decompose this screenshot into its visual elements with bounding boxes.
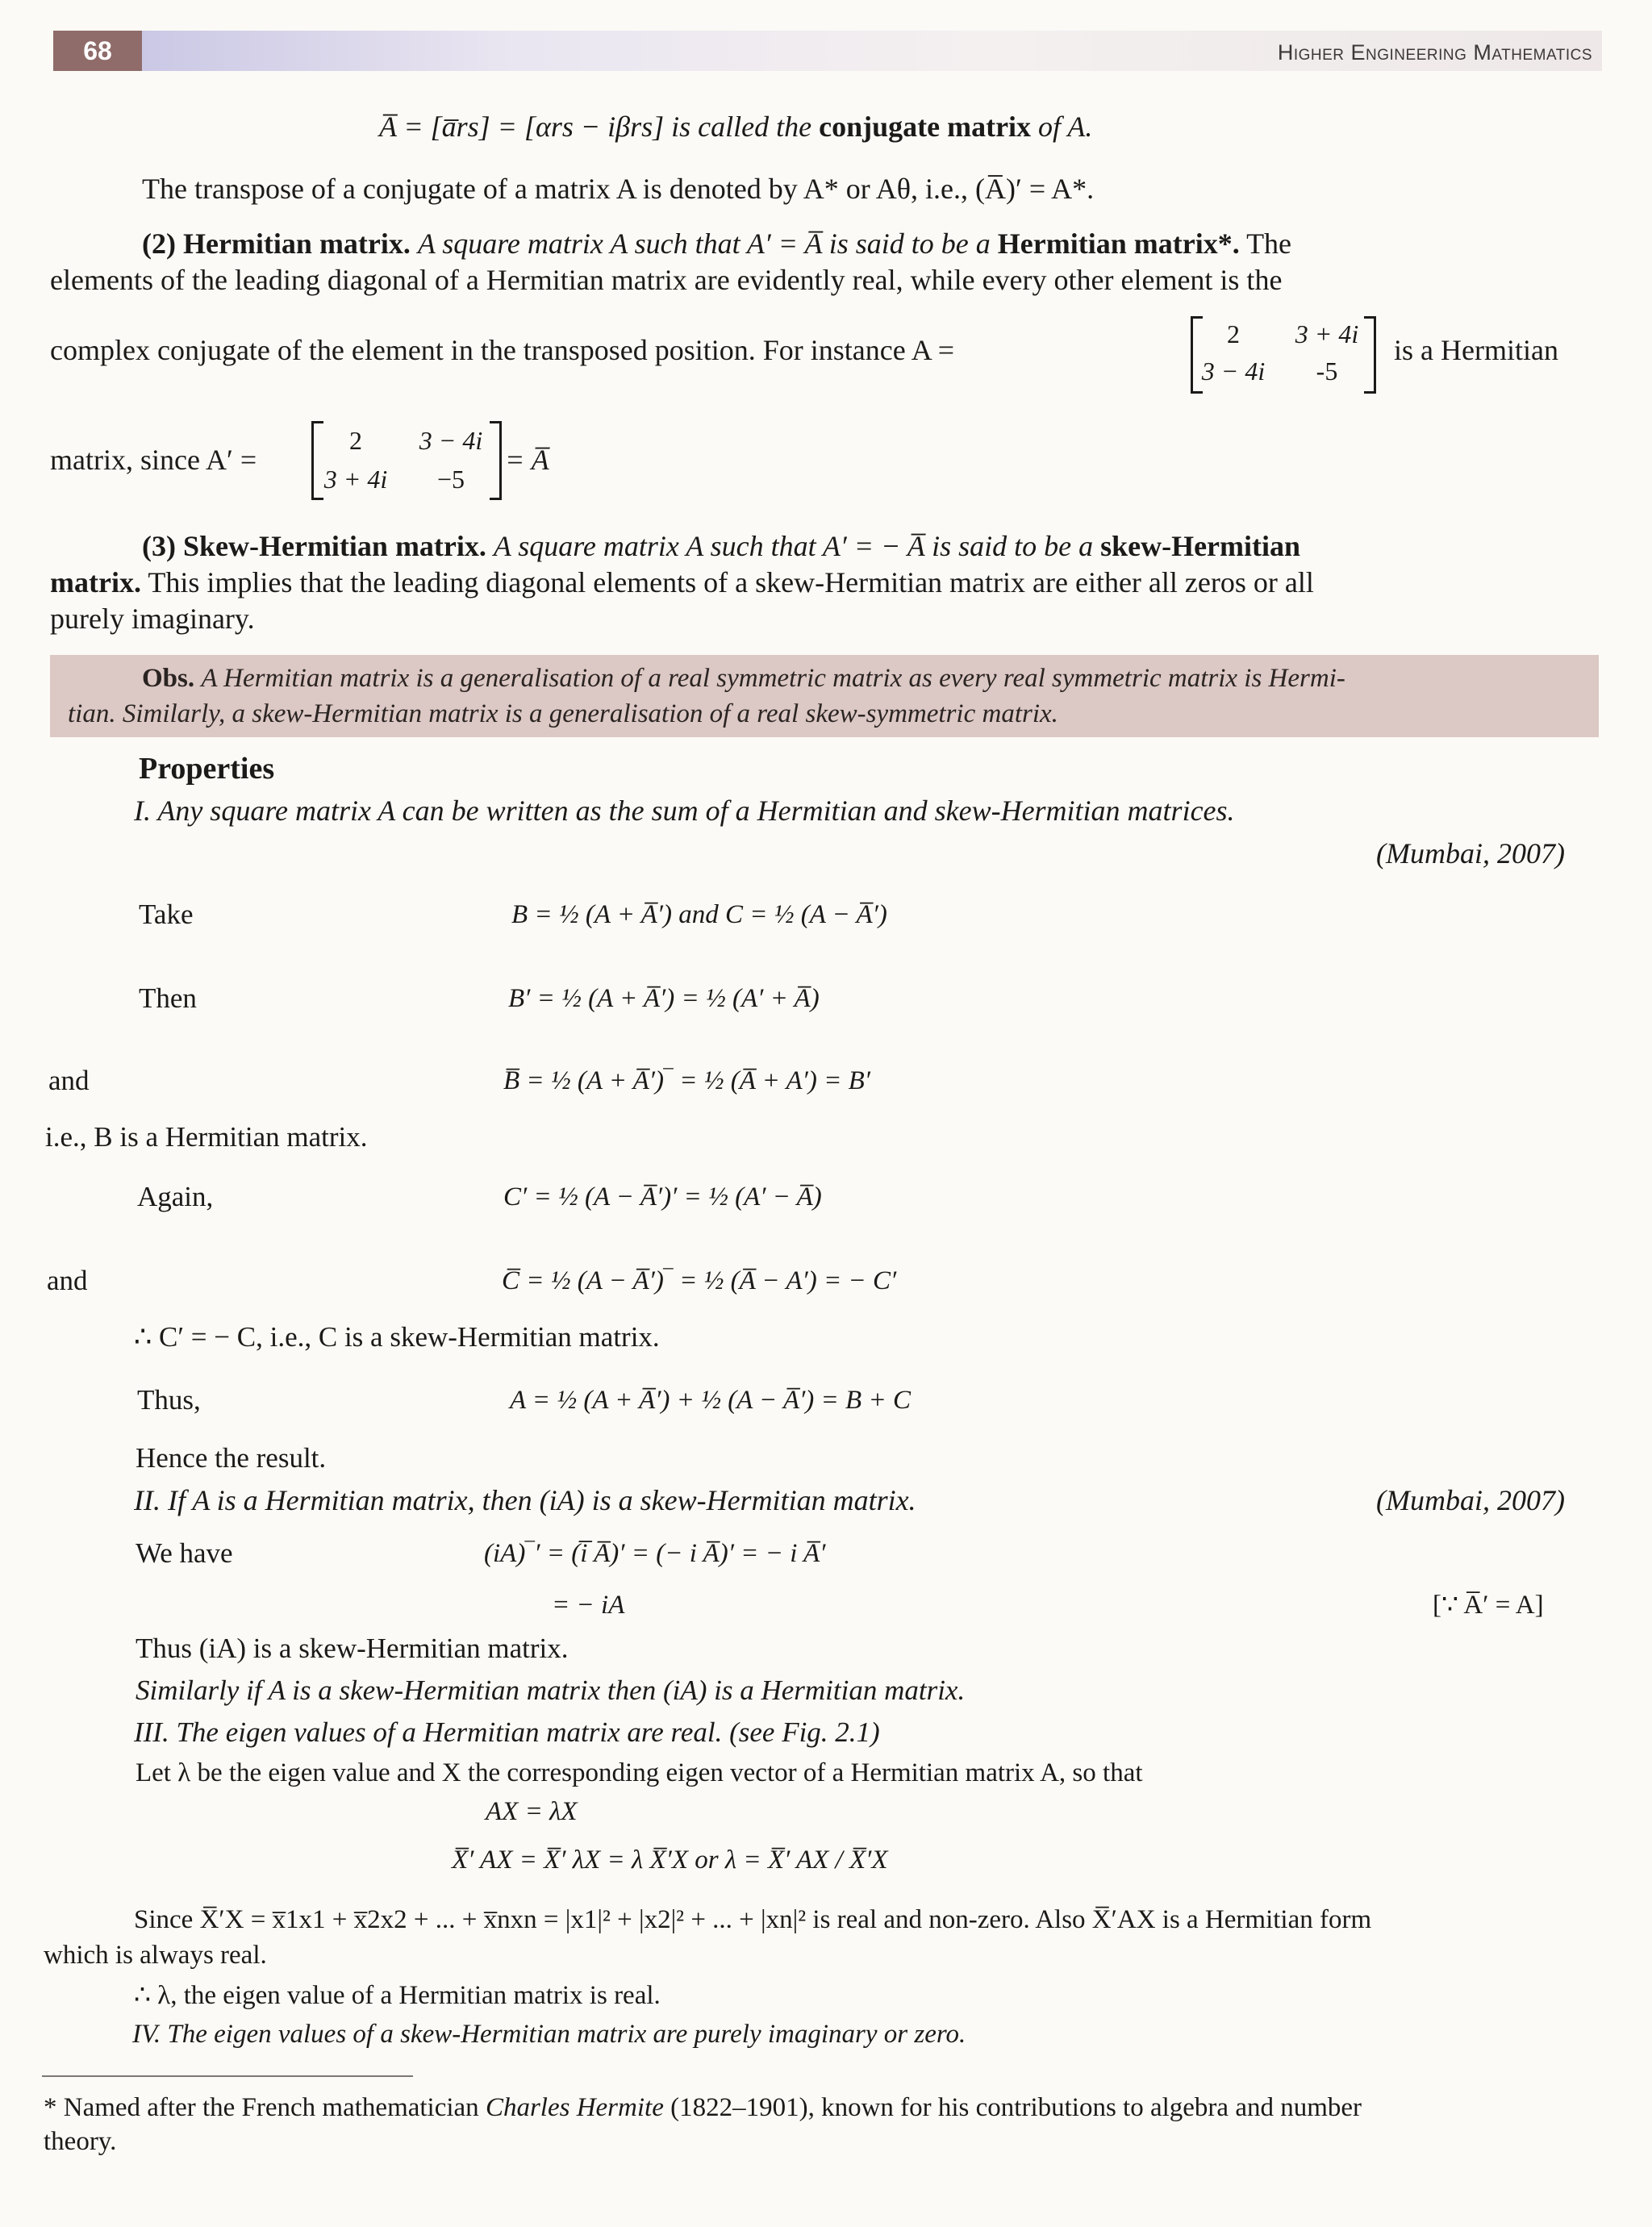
footnote-line2: theory. — [44, 2127, 117, 2156]
hermitian-line2: elements of the leading diagonal of a Hermitian matrix are evidently real, while every other element is the — [50, 264, 1283, 296]
similarly-line: Similarly if A is a skew-Hermitian matrix then (iA) is a Hermitian matrix. — [136, 1674, 966, 1706]
running-title: Higher Engineering Mathematics — [1277, 40, 1592, 65]
thus-equation: A = ½ (A + A̅′) + ½ (A − A̅′) = B + C — [510, 1386, 911, 1415]
take-label: Take — [139, 899, 194, 930]
skew-heading: (3) Skew-Hermitian matrix. — [142, 530, 486, 562]
skew-line1 — [142, 528, 1300, 564]
hermitian-line3-end: is a Hermitian — [1394, 334, 1558, 366]
footnote-rule — [42, 2075, 413, 2077]
property-1: I. Any square matrix A can be written as the sum of a Hermitian and skew-Hermitian matrices. — [134, 794, 1235, 827]
thus-label: Thus, — [137, 1384, 201, 1416]
page-number: 68 — [53, 31, 142, 71]
always-real-line: which is always real. — [44, 1941, 267, 1970]
and-label-2: and — [47, 1265, 88, 1296]
matrix-at-cell: 3 − 4i — [419, 426, 483, 455]
hermitian-line3: complex conjugate of the element in the transposed position. For instance A = — [50, 334, 955, 366]
property-2-ref: (Mumbai, 2007) — [1376, 1484, 1565, 1516]
skew-line3: purely imaginary. — [50, 603, 255, 635]
conjugate-math: A̅ = [a̅rs] = [αrs − iβrs] — [379, 111, 665, 143]
property-2: II. If A is a Hermitian matrix, then (iA) is a skew-Hermitian matrix. — [134, 1484, 916, 1516]
skew-line2 — [50, 565, 1314, 600]
result-equation: = − iA — [552, 1591, 625, 1620]
obs-text-1: A Hermitian matrix is a generalisation of a real symmetric matrix as every real symmetric matrix is Hermi- — [201, 664, 1345, 693]
b-is-hermitian: i.e., B is a Hermitian matrix. — [45, 1121, 368, 1153]
and-equation-2: C̅ = ½ (A − A̅′)‾ = ½ (A̅ − A′) = − C′ — [502, 1266, 897, 1295]
matrix-a-cell: -5 — [1316, 357, 1338, 386]
obs-label: Obs. — [142, 664, 195, 693]
matrix-at-cell: −5 — [436, 465, 465, 494]
matrix-a-cell: 2 — [1227, 319, 1240, 348]
ax-equation: AX = λX — [486, 1797, 578, 1826]
skew-definition: A square matrix A such that A′ = − A̅ is said to be a — [493, 530, 1094, 562]
hermitian-line4-end: = A̅ — [505, 444, 549, 476]
hermitian-line1-end: The — [1246, 227, 1292, 260]
property-1-ref: (Mumbai, 2007) — [1376, 837, 1565, 870]
matrix-at-cell: 3 + 4i — [323, 465, 388, 494]
eigen-equation: X̅′ AX = X̅′ λX = λ X̅′X or λ = X̅′ AX / X̅′X — [452, 1845, 888, 1875]
hermitian-definition: A square matrix A such that A′ = A̅ is said to be a — [417, 227, 991, 260]
skew-line2-text: This implies that the leading diagonal elements of a skew-Hermitian matrix are either all zeros or all — [148, 566, 1314, 598]
result-note: [∵ A̅′ = A] — [1433, 1591, 1544, 1620]
conjugate-definition — [379, 109, 1092, 144]
hermitian-line1 — [142, 226, 1604, 261]
since-line: Since X̅′X = x̅1x1 + x̅2x2 + ... + x̅nxn = |x1|² + |x2|² + ... + |xn|² is real and non-zero. Also X̅′AX is a Hermitian form — [134, 1905, 1372, 1934]
hermitian-term: Hermitian matrix*. — [997, 227, 1240, 260]
again-equation: C′ = ½ (A − A̅′)′ = ½ (A′ − A̅) — [503, 1182, 822, 1212]
hermitian-line4: matrix, since A′ = — [50, 444, 257, 476]
obs-line1 — [142, 661, 1345, 695]
skew-term: skew-Hermitian — [1100, 530, 1301, 562]
skew-term-end: matrix. — [50, 566, 141, 598]
thus-ia-skew: Thus (iA) is a skew-Hermitian matrix. — [136, 1633, 569, 1664]
footnote-line1 — [44, 2091, 1362, 2124]
transpose-conjugate-line: The transpose of a conjugate of a matrix A is denoted by A* or Aθ, i.e., (A̅)′ = A*. — [142, 173, 1095, 205]
obs-line2: tian. Similarly, a skew-Hermitian matrix is a generalisation of a real skew-symmetric matrix. — [68, 699, 1058, 728]
properties-heading: Properties — [139, 752, 275, 786]
we-have-equation: (iA)‾′ = (i̅ A̅)′ = (− i A̅)′ = − i A̅′ — [484, 1539, 826, 1568]
example-matrix-a — [1191, 316, 1376, 394]
matrix-a-cell: 3 + 4i — [1295, 319, 1359, 348]
matrix-a-cell: 3 − 4i — [1201, 357, 1266, 386]
matrix-at-cell: 2 — [349, 426, 362, 455]
take-equation: B = ½ (A + A̅′) and C = ½ (A − A̅′) — [511, 900, 887, 929]
footnote-text-end: (1822–1901), known for his contributions to algebra and number — [663, 2093, 1362, 2122]
then-label: Then — [139, 982, 197, 1014]
let-lambda-line: Let λ be the eigen value and X the corresponding eigen vector of a Hermitian matrix A, so that — [136, 1758, 1143, 1787]
hermitian-heading: (2) Hermitian matrix. — [142, 227, 411, 260]
conjugate-term: conjugate matrix — [819, 111, 1032, 143]
and-label-1: and — [48, 1065, 90, 1096]
property-3: III. The eigen values of a Hermitian matrix are real. (see Fig. 2.1) — [134, 1716, 880, 1748]
footnote-text: * Named after the French mathematician — [44, 2093, 486, 2122]
conjugate-text-end: of A. — [1031, 111, 1093, 143]
example-matrix-a-transpose — [311, 421, 502, 500]
we-have-label: We have — [136, 1537, 233, 1569]
hence-result: Hence the result. — [136, 1442, 327, 1474]
conjugate-text: is called the — [664, 111, 820, 143]
again-label: Again, — [137, 1181, 214, 1212]
property-4: IV. The eigen values of a skew-Hermitian matrix are purely imaginary or zero. — [132, 2020, 966, 2049]
and-equation-1: B̅ = ½ (A + A̅′)‾ = ½ (A̅ + A′) = B′ — [503, 1066, 871, 1095]
lambda-real-line: ∴ λ, the eigen value of a Hermitian matrix is real. — [134, 1981, 661, 2010]
then-equation: B′ = ½ (A + A̅′) = ½ (A′ + A̅) — [508, 984, 820, 1013]
footnote-name: Charles Hermite — [485, 2093, 664, 2122]
c-is-skew: ∴ C′ = − C, i.e., C is a skew-Hermitian matrix. — [134, 1321, 660, 1353]
